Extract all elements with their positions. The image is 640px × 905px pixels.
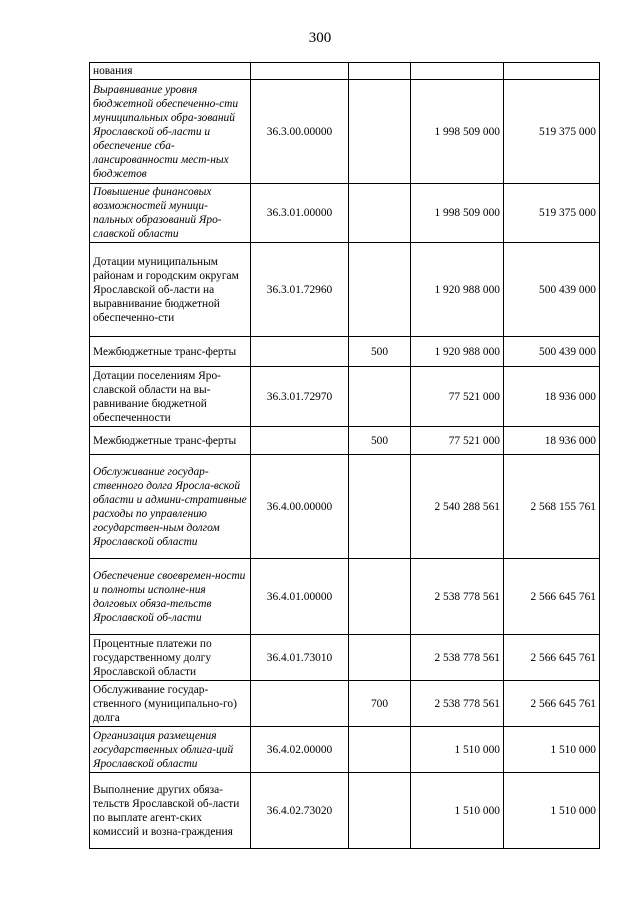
row-name-cell: Процентные платежи по государственному долгу Ярославской области <box>90 635 251 681</box>
row-expense-type-cell <box>349 559 411 635</box>
row-code-cell <box>251 337 349 367</box>
row-expense-type-cell <box>349 243 411 337</box>
row-amount-first-year-cell: 1 920 988 000 <box>411 243 504 337</box>
row-name-cell: Выполнение других обяза-тельств Ярославской об-ласти по выплате агент-ских комиссий и возна-граждения <box>90 773 251 849</box>
row-expense-type-cell <box>349 455 411 559</box>
row-name-cell: Обслуживание государ-ственного долга Яросла-вской области и админи-стративные расходы по управлению государствен-ным долгом Ярославской области <box>90 455 251 559</box>
row-code-cell <box>251 63 349 80</box>
row-expense-type-cell <box>349 773 411 849</box>
row-amount-first-year-cell: 77 521 000 <box>411 427 504 455</box>
row-code-cell: 36.4.01.00000 <box>251 559 349 635</box>
row-amount-first-year-cell: 1 998 509 000 <box>411 80 504 184</box>
row-expense-type-cell <box>349 635 411 681</box>
row-expense-type-cell <box>349 80 411 184</box>
table-row <box>90 337 600 367</box>
row-name-cell: Организация размещения государственных облига-ций Ярославской области <box>90 727 251 773</box>
row-amount-first-year-cell: 2 538 778 561 <box>411 559 504 635</box>
row-code-cell: 36.4.01.73010 <box>251 635 349 681</box>
row-amount-second-year-cell: 2 566 645 761 <box>504 635 600 681</box>
row-amount-first-year-cell: 1 510 000 <box>411 773 504 849</box>
row-expense-type-cell <box>349 63 411 80</box>
table-row <box>90 427 600 455</box>
table-row <box>90 80 600 184</box>
row-code-cell: 36.3.01.72960 <box>251 243 349 337</box>
row-amount-first-year-cell: 1 920 988 000 <box>411 337 504 367</box>
row-expense-type-cell: 700 <box>349 681 411 727</box>
row-amount-second-year-cell <box>504 63 600 80</box>
row-amount-second-year-cell: 18 936 000 <box>504 427 600 455</box>
row-name-cell: Дотации поселениям Яро-славской области на вы-равнивание бюджетной обеспеченности <box>90 367 251 427</box>
row-name-cell: Повышение финансовых возможностей муници-пальных образований Яро-славской области <box>90 184 251 243</box>
table-row <box>90 455 600 559</box>
row-name-cell: Межбюджетные транс-ферты <box>90 427 251 455</box>
row-code-cell: 36.4.02.00000 <box>251 727 349 773</box>
row-name-cell: Выравнивание уровня бюджетной обеспеченно-сти муниципальных обра-зований Ярославской об-ласти и обеспечение сба-лансированности мест-ных бюджетов <box>90 80 251 184</box>
row-code-cell: 36.4.00.00000 <box>251 455 349 559</box>
table-row <box>90 367 600 427</box>
row-amount-first-year-cell: 2 538 778 561 <box>411 681 504 727</box>
row-expense-type-cell: 500 <box>349 427 411 455</box>
table-row <box>90 559 600 635</box>
budget-table-body <box>90 63 600 849</box>
row-amount-second-year-cell: 18 936 000 <box>504 367 600 427</box>
table-row <box>90 184 600 243</box>
table-row <box>90 727 600 773</box>
page-number: 300 <box>308 30 332 46</box>
row-expense-type-cell: 500 <box>349 337 411 367</box>
row-amount-second-year-cell: 2 566 645 761 <box>504 559 600 635</box>
row-expense-type-cell <box>349 727 411 773</box>
table-row <box>90 681 600 727</box>
row-name-cell: Межбюджетные транс-ферты <box>90 337 251 367</box>
row-name-cell: Обслуживание государ-ственного (муниципально-го) долга <box>90 681 251 727</box>
row-code-cell: 36.4.02.73020 <box>251 773 349 849</box>
row-amount-first-year-cell <box>411 63 504 80</box>
row-code-cell: 36.3.00.00000 <box>251 80 349 184</box>
table-row <box>90 243 600 337</box>
row-expense-type-cell <box>349 184 411 243</box>
row-amount-first-year-cell: 1 510 000 <box>411 727 504 773</box>
row-amount-second-year-cell: 500 439 000 <box>504 243 600 337</box>
table-row <box>90 773 600 849</box>
row-name-cell: нования <box>90 63 251 80</box>
row-code-cell <box>251 427 349 455</box>
row-expense-type-cell <box>349 367 411 427</box>
table-row <box>90 63 600 80</box>
row-name-cell: Дотации муниципальным районам и городским округам Ярославской об-ласти на выравнивание бюджетной обеспеченно-сти <box>90 243 251 337</box>
row-amount-first-year-cell: 77 521 000 <box>411 367 504 427</box>
row-code-cell <box>251 681 349 727</box>
budget-table <box>89 62 600 849</box>
row-amount-first-year-cell: 2 538 778 561 <box>411 635 504 681</box>
row-amount-second-year-cell: 2 566 645 761 <box>504 681 600 727</box>
table-row <box>90 635 600 681</box>
row-code-cell: 36.3.01.00000 <box>251 184 349 243</box>
row-name-cell: Обеспечение своевремен-ности и полноты исполне-ния долговых обяза-тельств Ярославской об-ласти <box>90 559 251 635</box>
row-amount-second-year-cell: 1 510 000 <box>504 773 600 849</box>
row-amount-first-year-cell: 2 540 288 561 <box>411 455 504 559</box>
row-amount-first-year-cell: 1 998 509 000 <box>411 184 504 243</box>
row-amount-second-year-cell: 519 375 000 <box>504 80 600 184</box>
row-code-cell: 36.3.01.72970 <box>251 367 349 427</box>
row-amount-second-year-cell: 500 439 000 <box>504 337 600 367</box>
row-amount-second-year-cell: 2 568 155 761 <box>504 455 600 559</box>
row-amount-second-year-cell: 1 510 000 <box>504 727 600 773</box>
row-amount-second-year-cell: 519 375 000 <box>504 184 600 243</box>
